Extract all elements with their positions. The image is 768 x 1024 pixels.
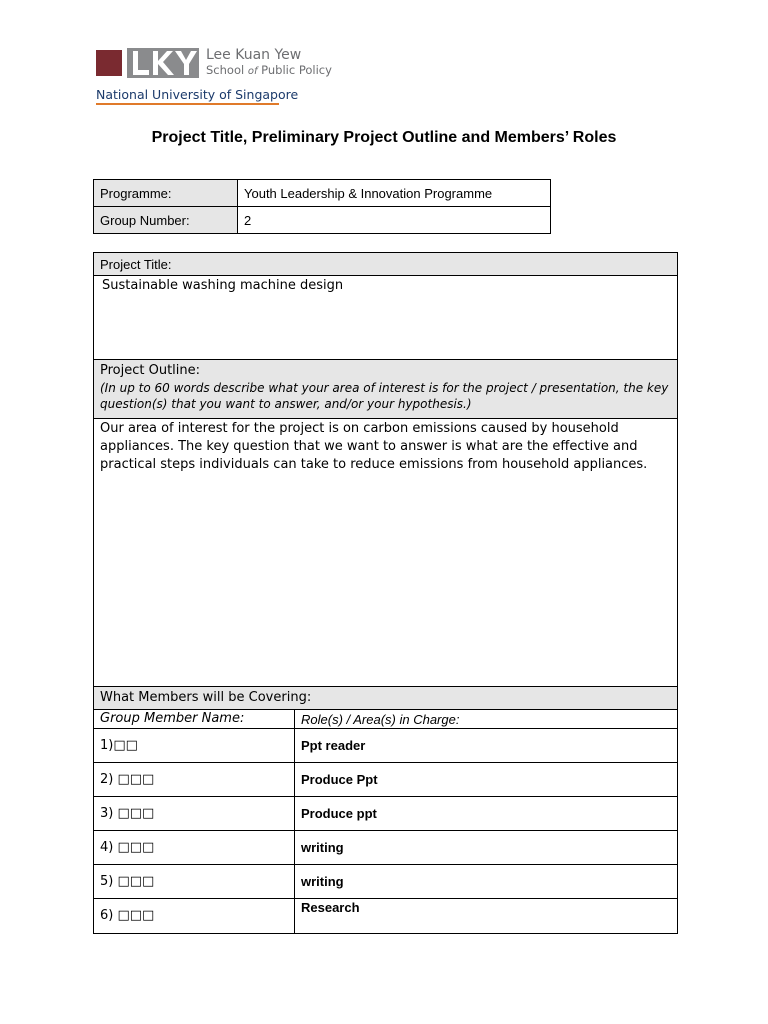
lky-letters-logo [127, 48, 199, 78]
member-name[interactable]: 4) □□□ [94, 831, 295, 865]
programme-value[interactable]: Youth Leadership & Innovation Programme [238, 180, 551, 207]
member-role[interactable]: Produce Ppt [295, 763, 678, 797]
member-role[interactable]: Research [295, 899, 678, 934]
project-title-label: Project Title: [94, 253, 678, 276]
group-number-label: Group Number: [94, 207, 238, 234]
member-row [94, 865, 678, 899]
members-section-label: What Members will be Covering: [94, 687, 678, 710]
logo-line2-b: Public Policy [257, 63, 332, 77]
logo-line2-of: of [247, 66, 258, 77]
member-row [94, 797, 678, 831]
member-name[interactable]: 1)□□ [94, 729, 295, 763]
group-number-value[interactable]: 2 [238, 207, 551, 234]
member-role[interactable]: Produce ppt [295, 797, 678, 831]
programme-label: Programme: [94, 180, 238, 207]
logo-red-square [96, 50, 122, 76]
logo-line2 [206, 63, 332, 77]
project-outline-label: Project Outline: [100, 363, 201, 378]
project-title-value[interactable]: Sustainable washing machine design [94, 276, 678, 360]
member-name[interactable]: 2) □□□ [94, 763, 295, 797]
member-role[interactable]: Ppt reader [295, 729, 678, 763]
project-outline-header [94, 360, 678, 419]
page-title: Project Title, Preliminary Project Outline and Members’ Roles [151, 129, 617, 146]
university-name: National University of Singapore [96, 87, 299, 102]
member-row [94, 831, 678, 865]
logo-line2-a: School [206, 63, 248, 77]
member-role-header: Role(s) / Area(s) in Charge: [295, 710, 678, 729]
member-name[interactable]: 3) □□□ [94, 797, 295, 831]
member-role[interactable]: writing [295, 831, 678, 865]
project-outline-hint: (In up to 60 words describe what your area of interest is for the project / presentation, the key question(s) that you want to answer, and/or your hypothesis.) [100, 381, 669, 411]
member-name[interactable]: 5) □□□ [94, 865, 295, 899]
member-role[interactable]: writing [295, 865, 678, 899]
member-name[interactable]: 6) □□□ [94, 899, 295, 934]
member-row [94, 763, 678, 797]
project-outline-value[interactable]: Our area of interest for the project is on carbon emissions caused by household appliances. The key question that we want to answer is what are the effective and practical steps individuals can take to reduce emissions from household appliances. [94, 419, 678, 687]
lkyspp-logo [96, 47, 336, 107]
logo-underline [96, 103, 279, 105]
project-table [93, 252, 678, 934]
info-table [93, 179, 551, 234]
member-row [94, 729, 678, 763]
member-name-header: Group Member Name: [94, 710, 295, 729]
member-row [94, 899, 678, 934]
logo-line1: Lee Kuan Yew [206, 47, 302, 63]
